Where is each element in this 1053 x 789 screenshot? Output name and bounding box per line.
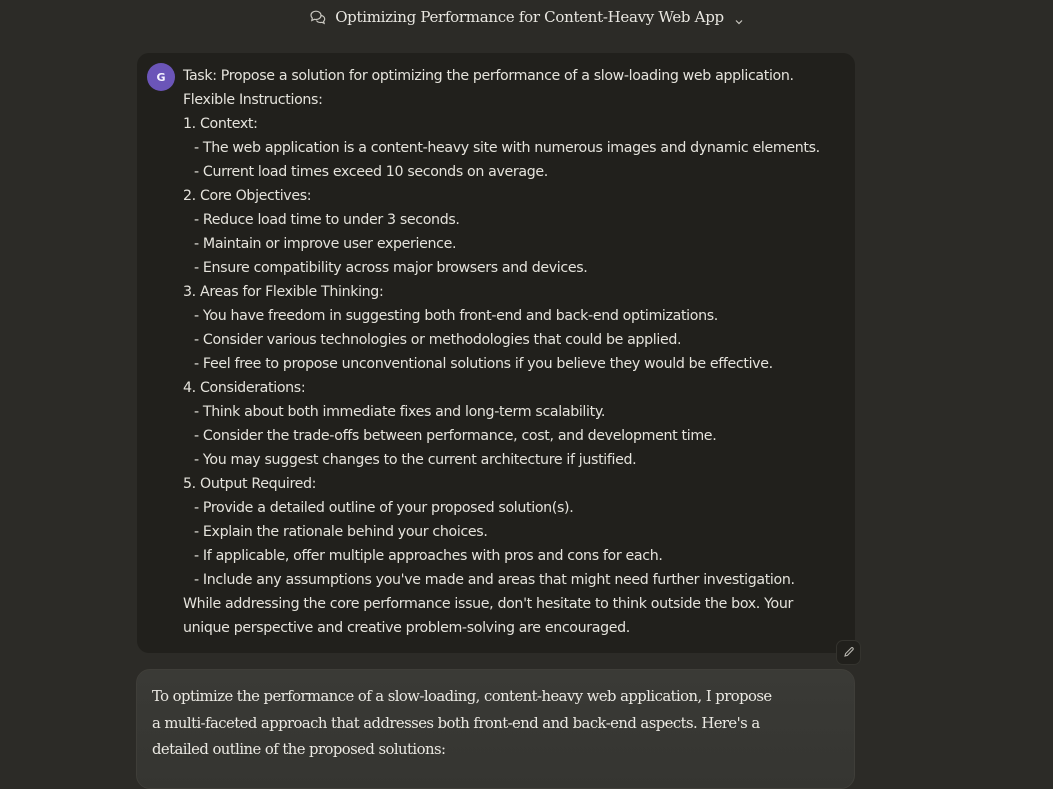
pencil-icon (843, 643, 855, 662)
message-sub-line: - If applicable, offer multiple approaches with pros and cons for each. (194, 548, 663, 564)
message-line: unique perspective and creative problem-solving are encouraged. (183, 620, 630, 636)
response-line: To optimize the performance of a slow-loading, content-heavy web application, I propose (152, 688, 772, 705)
message-line: 1. Context: (183, 116, 258, 132)
message-sub-line: - Provide a detailed outline of your proposed solution(s). (194, 500, 574, 516)
message-sub-line: - Reduce load time to under 3 seconds. (194, 212, 460, 228)
message-line: Flexible Instructions: (183, 92, 323, 108)
message-line: 2. Core Objectives: (183, 188, 312, 204)
message-sub-line: - Include any assumptions you've made and areas that might need further investigation. (194, 572, 795, 588)
message-sub-line: - You may suggest changes to the current architecture if justified. (194, 452, 637, 468)
message-sub-line: - Current load times exceed 10 seconds on average. (194, 164, 548, 180)
message-line: While addressing the core performance issue, don't hesitate to think outside the box. Your (183, 596, 793, 612)
response-line: a multi-faceted approach that addresses both front-end and back-end aspects. Here's a (152, 714, 760, 732)
conversation-title: Optimizing Performance for Content-Heavy Web App (335, 8, 724, 26)
message-line: 4. Considerations: (183, 380, 306, 396)
conversation-title-button[interactable] (309, 8, 744, 26)
message-line: 3. Areas for Flexible Thinking: (183, 284, 384, 300)
avatar-initial: G (156, 70, 166, 84)
message-line: 5. Output Required: (183, 476, 317, 492)
edit-message-button[interactable] (836, 640, 861, 665)
message-sub-line: - Consider the trade-offs between performance, cost, and development time. (194, 428, 717, 444)
message-sub-line: - You have freedom in suggesting both front-end and back-end optimizations. (194, 308, 718, 324)
message-sub-line: - Think about both immediate fixes and long-term scalability. (194, 404, 606, 420)
message-sub-line: - Feel free to propose unconventional solutions if you believe they would be effective. (194, 356, 773, 372)
message-sub-line: - Maintain or improve user experience. (194, 236, 457, 252)
message-sub-line: - The web application is a content-heavy site with numerous images and dynamic elements. (194, 140, 820, 156)
assistant-message (136, 669, 855, 789)
message-line: Task: Propose a solution for optimizing the performance of a slow-loading web application. (183, 68, 794, 84)
message-sub-line: - Ensure compatibility across major browsers and devices. (194, 260, 588, 276)
assistant-message-text (152, 684, 812, 764)
user-avatar (147, 63, 175, 91)
chat-bubbles-icon (309, 9, 327, 25)
response-line: detailed outline of the proposed solutions: (152, 741, 446, 758)
chevron-down-icon (734, 12, 744, 22)
message-sub-line: - Explain the rationale behind your choices. (194, 524, 488, 540)
message-sub-line: - Consider various technologies or methodologies that could be applied. (194, 332, 682, 348)
user-message (137, 53, 855, 653)
user-message-text (183, 64, 848, 640)
conversation-header (0, 0, 1053, 34)
